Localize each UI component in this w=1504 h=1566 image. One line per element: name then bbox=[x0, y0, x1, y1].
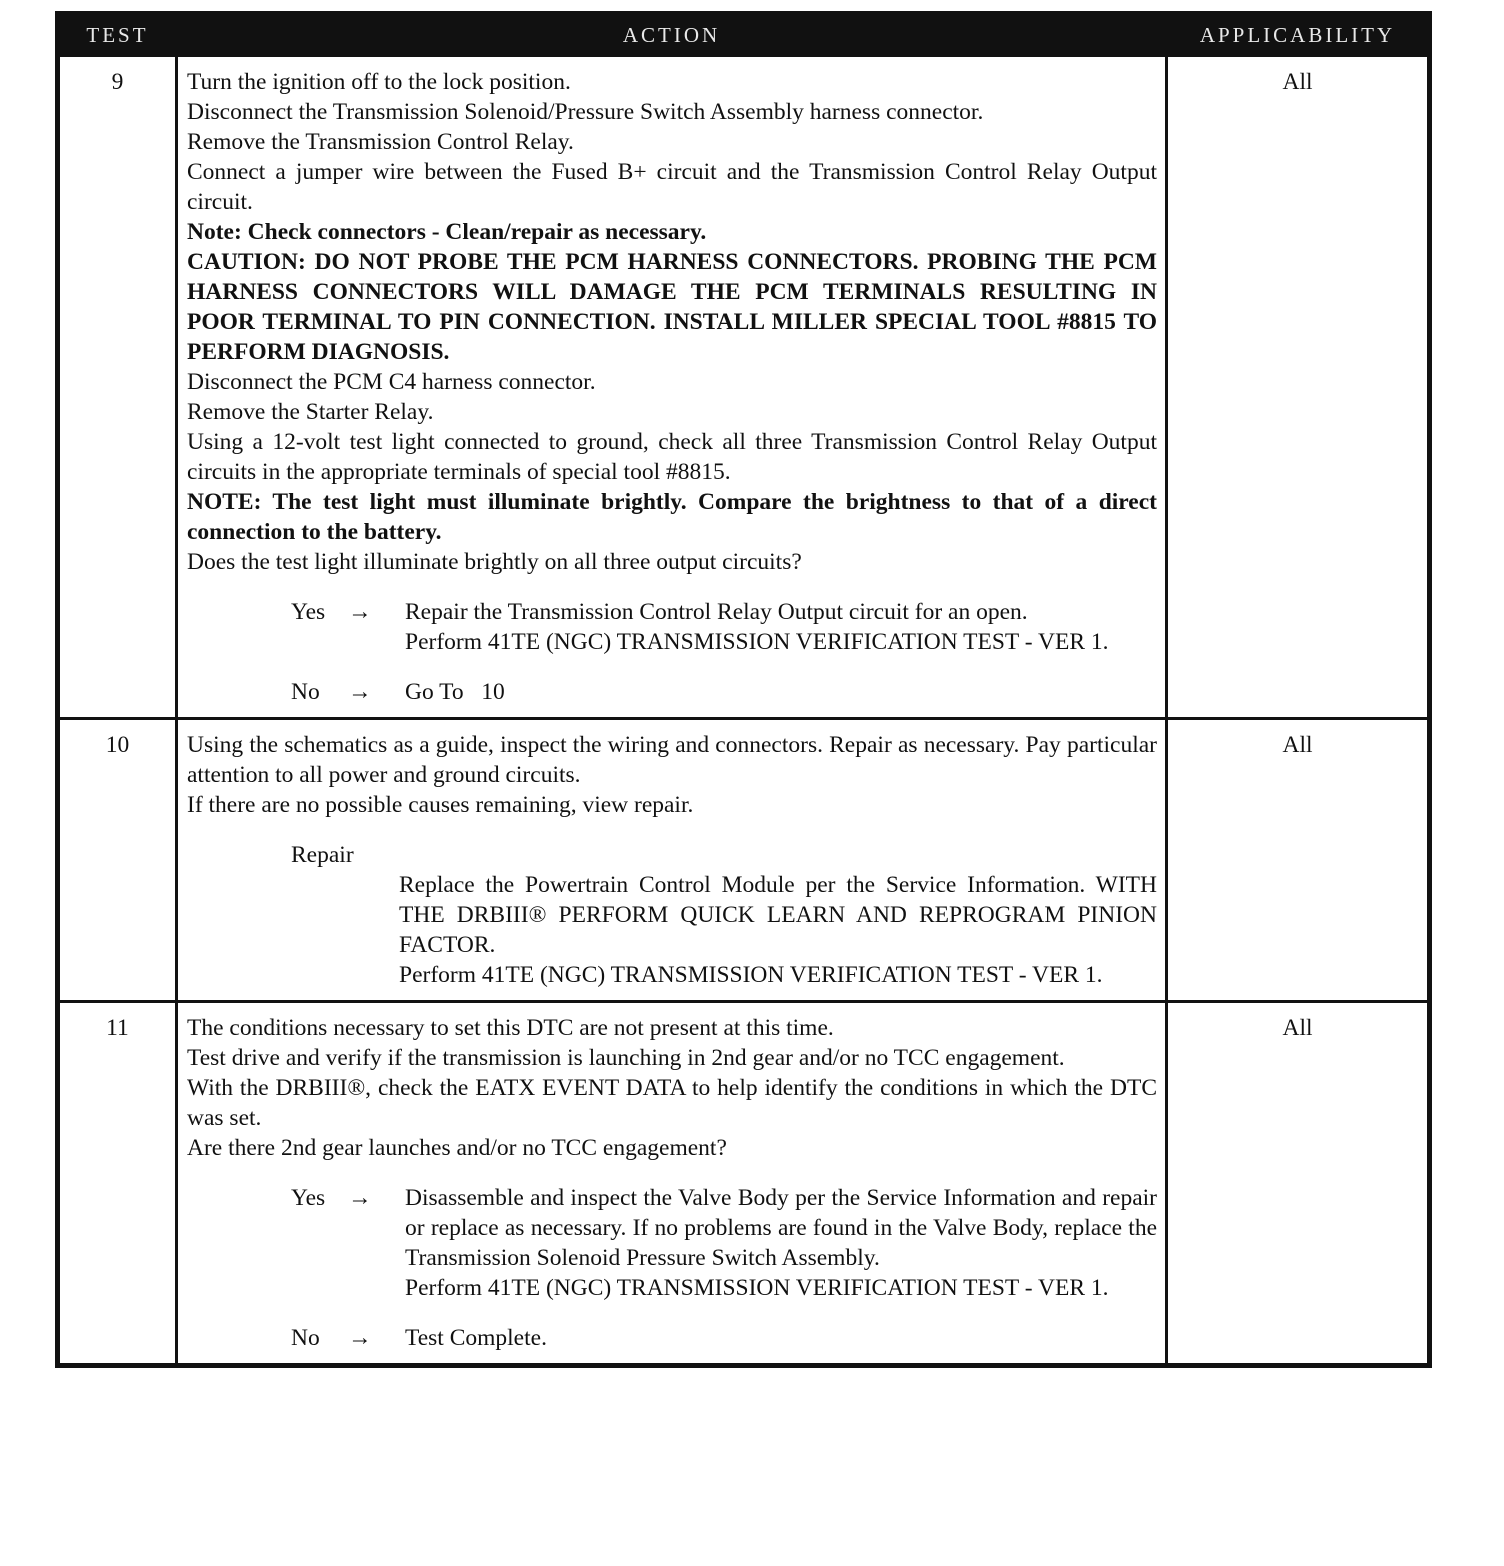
action-line: Remove the Starter Relay. bbox=[187, 399, 434, 425]
repair-label: Repair bbox=[291, 842, 354, 868]
yes-label: Yes bbox=[291, 599, 326, 625]
yes-text: Disassemble and inspect the Valve Body per the Service Information and repair or replace as necessary. If no problems are found in the Valve Body, replace the Transmission Solenoid Pressure Switch Assembly. bbox=[405, 1185, 1157, 1271]
action-line: Using the schematics as a guide, inspect the wiring and connectors. Repair as necessary. Pay particular attention to all power and ground circuits. bbox=[187, 732, 1157, 788]
arrow-right-icon: → bbox=[348, 1325, 372, 1351]
yes-label: Yes bbox=[291, 1185, 326, 1211]
yes-text-verify: Perform 41TE (NGC) TRANSMISSION VERIFICATION TEST - VER 1. bbox=[405, 629, 1109, 655]
table-row bbox=[58, 719, 1430, 1002]
yes-outcome bbox=[291, 1183, 1157, 1303]
action-line: Test drive and verify if the transmission is launching in 2nd gear and/or no TCC engagement. bbox=[187, 1045, 1065, 1071]
applicability-cell: All bbox=[1167, 1002, 1430, 1366]
question-line: Are there 2nd gear launches and/or no TCC engagement? bbox=[187, 1135, 727, 1161]
no-text: Go To 10 bbox=[405, 679, 505, 705]
action-cell bbox=[177, 56, 1167, 719]
action-cell bbox=[177, 1002, 1167, 1366]
yes-outcome bbox=[291, 597, 1157, 657]
diagnostic-table bbox=[55, 11, 1432, 1368]
arrow-right-icon: → bbox=[348, 1185, 372, 1211]
question-line: Does the test light illuminate brightly on all three output circuits? bbox=[187, 549, 802, 575]
applicability-cell: All bbox=[1167, 56, 1430, 719]
test-number: 9 bbox=[58, 56, 177, 719]
action-line: Disconnect the Transmission Solenoid/Pressure Switch Assembly harness connector. bbox=[187, 99, 984, 125]
action-line: With the DRBIII®, check the EATX EVENT DATA to help identify the conditions in which the DTC was set. bbox=[187, 1075, 1157, 1131]
action-line: Remove the Transmission Control Relay. bbox=[187, 129, 574, 155]
repair-text: Replace the Powertrain Control Module per the Service Information. WITH THE DRBIII® PERFORM QUICK LEARN AND REPROGRAM PINION FACTOR. bbox=[399, 872, 1157, 958]
yes-text: Repair the Transmission Control Relay Output circuit for an open. bbox=[405, 599, 1028, 625]
note-line: Note: Check connectors - Clean/repair as necessary. bbox=[187, 219, 707, 245]
header-action: ACTION bbox=[177, 14, 1167, 56]
header-test: TEST bbox=[58, 14, 177, 56]
no-outcome bbox=[291, 677, 1157, 707]
test-number: 10 bbox=[58, 719, 177, 1002]
action-line: Connect a jumper wire between the Fused B+ circuit and the Transmission Control Relay Output circuit. bbox=[187, 159, 1157, 215]
yes-text-verify: Perform 41TE (NGC) TRANSMISSION VERIFICATION TEST - VER 1. bbox=[405, 1275, 1109, 1301]
header-applicability: APPLICABILITY bbox=[1167, 14, 1430, 56]
no-label: No bbox=[291, 1325, 320, 1351]
action-line: The conditions necessary to set this DTC are not present at this time. bbox=[187, 1015, 834, 1041]
table-header-row bbox=[58, 14, 1430, 56]
no-label: No bbox=[291, 679, 320, 705]
no-outcome bbox=[291, 1323, 1157, 1353]
applicability-cell: All bbox=[1167, 719, 1430, 1002]
action-line: Turn the ignition off to the lock position. bbox=[187, 69, 571, 95]
no-text: Test Complete. bbox=[405, 1325, 547, 1351]
action-line: Using a 12-volt test light connected to ground, check all three Transmission Control Relay Output circuits in the appropriate terminals of special tool #8815. bbox=[187, 429, 1157, 485]
table-row bbox=[58, 1002, 1430, 1366]
action-cell bbox=[177, 719, 1167, 1002]
caution-line: CAUTION: DO NOT PROBE THE PCM HARNESS CONNECTORS. PROBING THE PCM HARNESS CONNECTORS WILL DAMAGE THE PCM TERMINALS RESULTING IN POOR TERMINAL TO PIN CONNECTION. INSTALL MILLER SPECIAL TOOL #8815 TO PERFORM DIAGNOSIS. bbox=[187, 249, 1157, 365]
arrow-right-icon: → bbox=[348, 599, 372, 625]
test-number: 11 bbox=[58, 1002, 177, 1366]
action-line: Disconnect the PCM C4 harness connector. bbox=[187, 369, 596, 395]
arrow-right-icon: → bbox=[348, 679, 372, 705]
table-row bbox=[58, 56, 1430, 719]
note-line: NOTE: The test light must illuminate brightly. Compare the brightness to that of a direct connection to the battery. bbox=[187, 489, 1157, 545]
action-line: If there are no possible causes remaining, view repair. bbox=[187, 792, 694, 818]
repair-text-verify: Perform 41TE (NGC) TRANSMISSION VERIFICATION TEST - VER 1. bbox=[399, 962, 1103, 988]
diagnostic-sheet bbox=[55, 11, 1427, 1368]
